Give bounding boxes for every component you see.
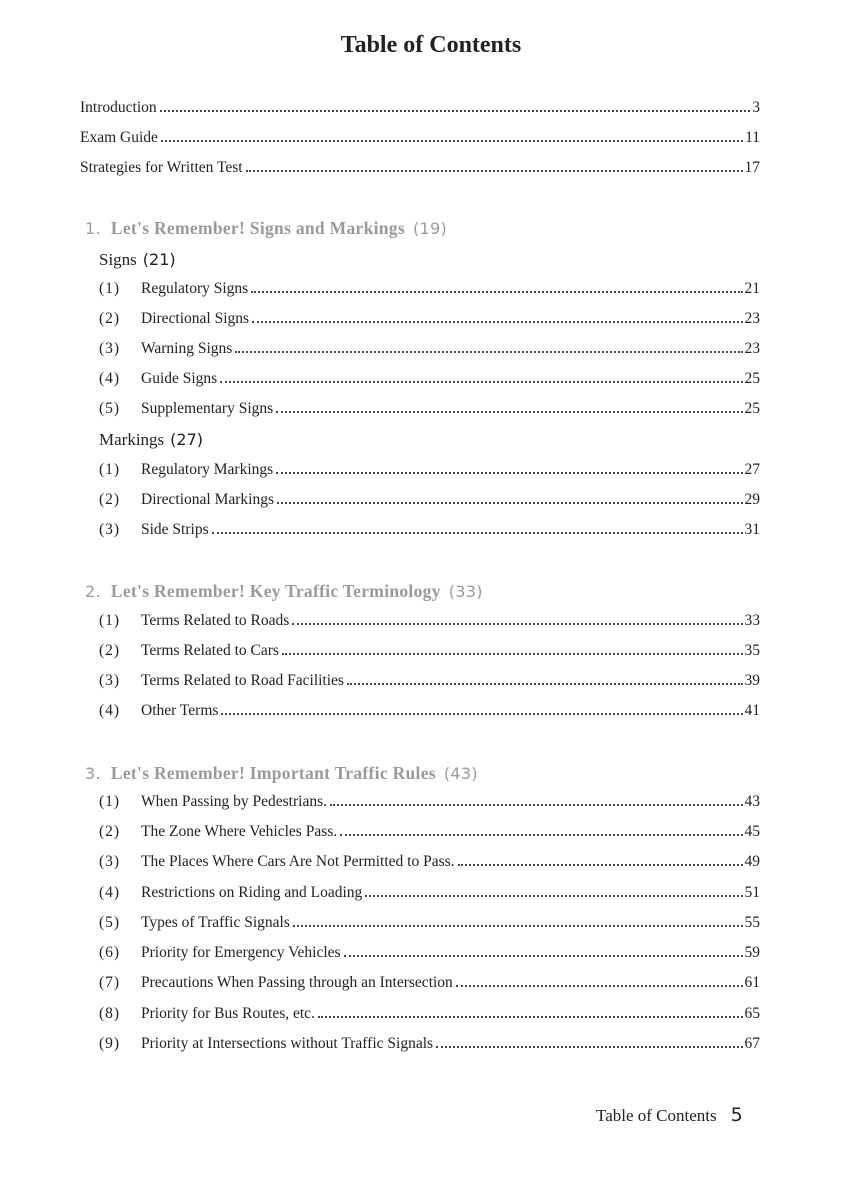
leader-dots: [251, 291, 742, 293]
toc-entry[interactable]: [99, 461, 760, 483]
chapter-number: 3.: [85, 764, 101, 783]
entry-number: (3): [99, 853, 121, 870]
toc-entry[interactable]: [99, 612, 760, 634]
section-page: (21): [142, 250, 176, 269]
chapter-title: Let's Remember! Key Traffic Terminology: [110, 581, 441, 601]
toc-entry[interactable]: [99, 702, 760, 724]
leader-dots: [235, 351, 742, 353]
entry-page: 21: [744, 280, 760, 297]
chapter-page: (33): [448, 582, 483, 601]
entry-label: Warning Signs: [141, 340, 233, 357]
entry-page: 51: [744, 884, 760, 901]
leader-dots: [365, 895, 742, 897]
entry-label: Directional Signs: [141, 310, 250, 327]
entry-label: Supplementary Signs: [141, 400, 274, 417]
entry-label: Terms Related to Roads: [141, 612, 290, 629]
leader-dots: [292, 623, 742, 625]
entry-number: (2): [99, 310, 121, 327]
section-label: Markings: [99, 430, 165, 449]
leader-dots: [160, 110, 751, 112]
entry-label: Regulatory Markings: [141, 461, 274, 478]
entry-label: Guide Signs: [141, 370, 218, 387]
entry-number: (6): [99, 944, 121, 961]
entry-page: 33: [744, 612, 760, 629]
toc-entry[interactable]: [99, 310, 760, 332]
page-number: 5: [730, 1104, 743, 1126]
section-signs-heading[interactable]: [99, 250, 176, 270]
leader-dots: [277, 502, 742, 504]
toc-entry-introduction[interactable]: [80, 99, 760, 121]
entry-number: (3): [99, 340, 121, 357]
entry-label: The Zone Where Vehicles Pass.: [141, 823, 338, 840]
chapter-title: Let's Remember! Important Traffic Rules: [110, 763, 436, 783]
toc-entry[interactable]: [99, 914, 760, 936]
toc-entry[interactable]: [99, 884, 760, 906]
entry-label: Introduction: [80, 99, 157, 116]
entry-number: (2): [99, 823, 121, 840]
leader-dots: [161, 140, 743, 142]
leader-dots: [212, 532, 743, 534]
entry-page: 25: [744, 400, 760, 417]
toc-entry[interactable]: [99, 400, 760, 422]
entry-number: (9): [99, 1035, 121, 1052]
entry-label: When Passing by Pedestrians.: [141, 793, 327, 810]
entry-page: 11: [745, 129, 760, 146]
entry-page: 29: [744, 491, 760, 508]
toc-entry[interactable]: [99, 974, 760, 996]
entry-number: (8): [99, 1005, 121, 1022]
entry-number: (3): [99, 521, 121, 538]
leader-dots: [456, 985, 743, 987]
leader-dots: [458, 864, 743, 866]
entry-label: Restrictions on Riding and Loading: [141, 884, 363, 901]
toc-entry[interactable]: [99, 672, 760, 694]
entry-page: 23: [744, 340, 760, 357]
chapter-3-heading[interactable]: [85, 763, 478, 784]
toc-entry[interactable]: [99, 280, 760, 302]
entry-page: 67: [744, 1035, 760, 1052]
entry-page: 43: [744, 793, 760, 810]
entry-number: (1): [99, 793, 121, 810]
entry-page: 45: [744, 823, 760, 840]
leader-dots: [276, 411, 742, 413]
entry-page: 35: [744, 642, 760, 659]
toc-entry[interactable]: [99, 642, 760, 664]
section-page: (27): [170, 430, 204, 449]
entry-label: Exam Guide: [80, 129, 158, 146]
entry-number: (1): [99, 461, 121, 478]
entry-number: (3): [99, 672, 121, 689]
toc-entry[interactable]: [99, 1035, 760, 1057]
leader-dots: [340, 834, 742, 836]
page-footer: [596, 1104, 743, 1126]
entry-label: Regulatory Signs: [141, 280, 249, 297]
leader-dots: [436, 1046, 742, 1048]
entry-label: Priority at Intersections without Traffic Signals: [141, 1035, 434, 1052]
toc-entry[interactable]: [99, 521, 760, 543]
toc-entry-exam-guide[interactable]: [80, 129, 760, 151]
chapter-page: (19): [412, 219, 448, 238]
leader-dots: [293, 925, 743, 927]
entry-label: Strategies for Written Test: [80, 159, 243, 176]
footer-label: Table of Contents: [596, 1106, 717, 1125]
leader-dots: [221, 713, 742, 715]
leader-dots: [330, 804, 743, 806]
entry-page: 3: [752, 99, 760, 116]
toc-entry[interactable]: [99, 944, 760, 966]
entry-page: 25: [744, 370, 760, 387]
entry-page: 31: [744, 521, 760, 538]
entry-number: (7): [99, 974, 121, 991]
entry-number: (5): [99, 400, 121, 417]
leader-dots: [220, 381, 742, 383]
entry-label: Precautions When Passing through an Intersection: [141, 974, 453, 991]
entry-label: Priority for Bus Routes, etc.: [141, 1005, 315, 1022]
entry-page: 65: [744, 1005, 760, 1022]
entry-number: (4): [99, 370, 121, 387]
entry-label: Other Terms: [141, 702, 219, 719]
entry-label: Side Strips: [141, 521, 209, 538]
page-title: Table of Contents: [340, 32, 522, 58]
toc-entry[interactable]: [99, 1005, 760, 1027]
entry-number: (1): [99, 612, 121, 629]
toc-entry[interactable]: [99, 491, 760, 513]
entry-page: 55: [744, 914, 760, 931]
entry-number: (1): [99, 280, 121, 297]
chapter-number: 2.: [85, 582, 101, 601]
entry-page: 23: [744, 310, 760, 327]
section-label: Signs: [99, 250, 137, 269]
entry-page: 41: [744, 702, 760, 719]
toc-entry[interactable]: [99, 370, 760, 392]
entry-page: 17: [744, 159, 760, 176]
leader-dots: [344, 955, 743, 957]
entry-label: Directional Markings: [141, 491, 275, 508]
entry-label: Priority for Emergency Vehicles: [141, 944, 341, 961]
toc-entry[interactable]: [99, 853, 760, 875]
toc-entry[interactable]: [99, 793, 760, 815]
leader-dots: [282, 653, 743, 655]
leader-dots: [318, 1016, 743, 1018]
entry-page: 39: [744, 672, 760, 689]
chapter-title: Let's Remember! Signs and Markings: [110, 218, 405, 238]
entry-label: Terms Related to Cars: [141, 642, 279, 659]
chapter-number: 1.: [85, 219, 101, 238]
entry-label: The Places Where Cars Are Not Permitted to Pass.: [141, 853, 455, 870]
entry-number: (4): [99, 702, 121, 719]
toc-entry-strategies[interactable]: [80, 159, 760, 181]
leader-dots: [276, 472, 742, 474]
chapter-page: (43): [443, 764, 478, 783]
entry-label: Terms Related to Road Facilities: [141, 672, 344, 689]
section-markings-heading[interactable]: [99, 430, 203, 450]
chapter-2-heading[interactable]: [85, 581, 483, 602]
leader-dots: [246, 170, 743, 172]
chapter-1-heading[interactable]: [85, 218, 447, 239]
toc-entry[interactable]: [99, 340, 760, 362]
leader-dots: [252, 321, 742, 323]
entry-number: (2): [99, 491, 121, 508]
entry-number: (4): [99, 884, 121, 901]
entry-number: (2): [99, 642, 121, 659]
entry-label: Types of Traffic Signals: [141, 914, 290, 931]
entry-number: (5): [99, 914, 121, 931]
entry-page: 61: [744, 974, 760, 991]
leader-dots: [347, 683, 743, 685]
entry-page: 49: [744, 853, 760, 870]
entry-page: 27: [744, 461, 760, 478]
entry-page: 59: [744, 944, 760, 961]
toc-entry[interactable]: [99, 823, 760, 845]
